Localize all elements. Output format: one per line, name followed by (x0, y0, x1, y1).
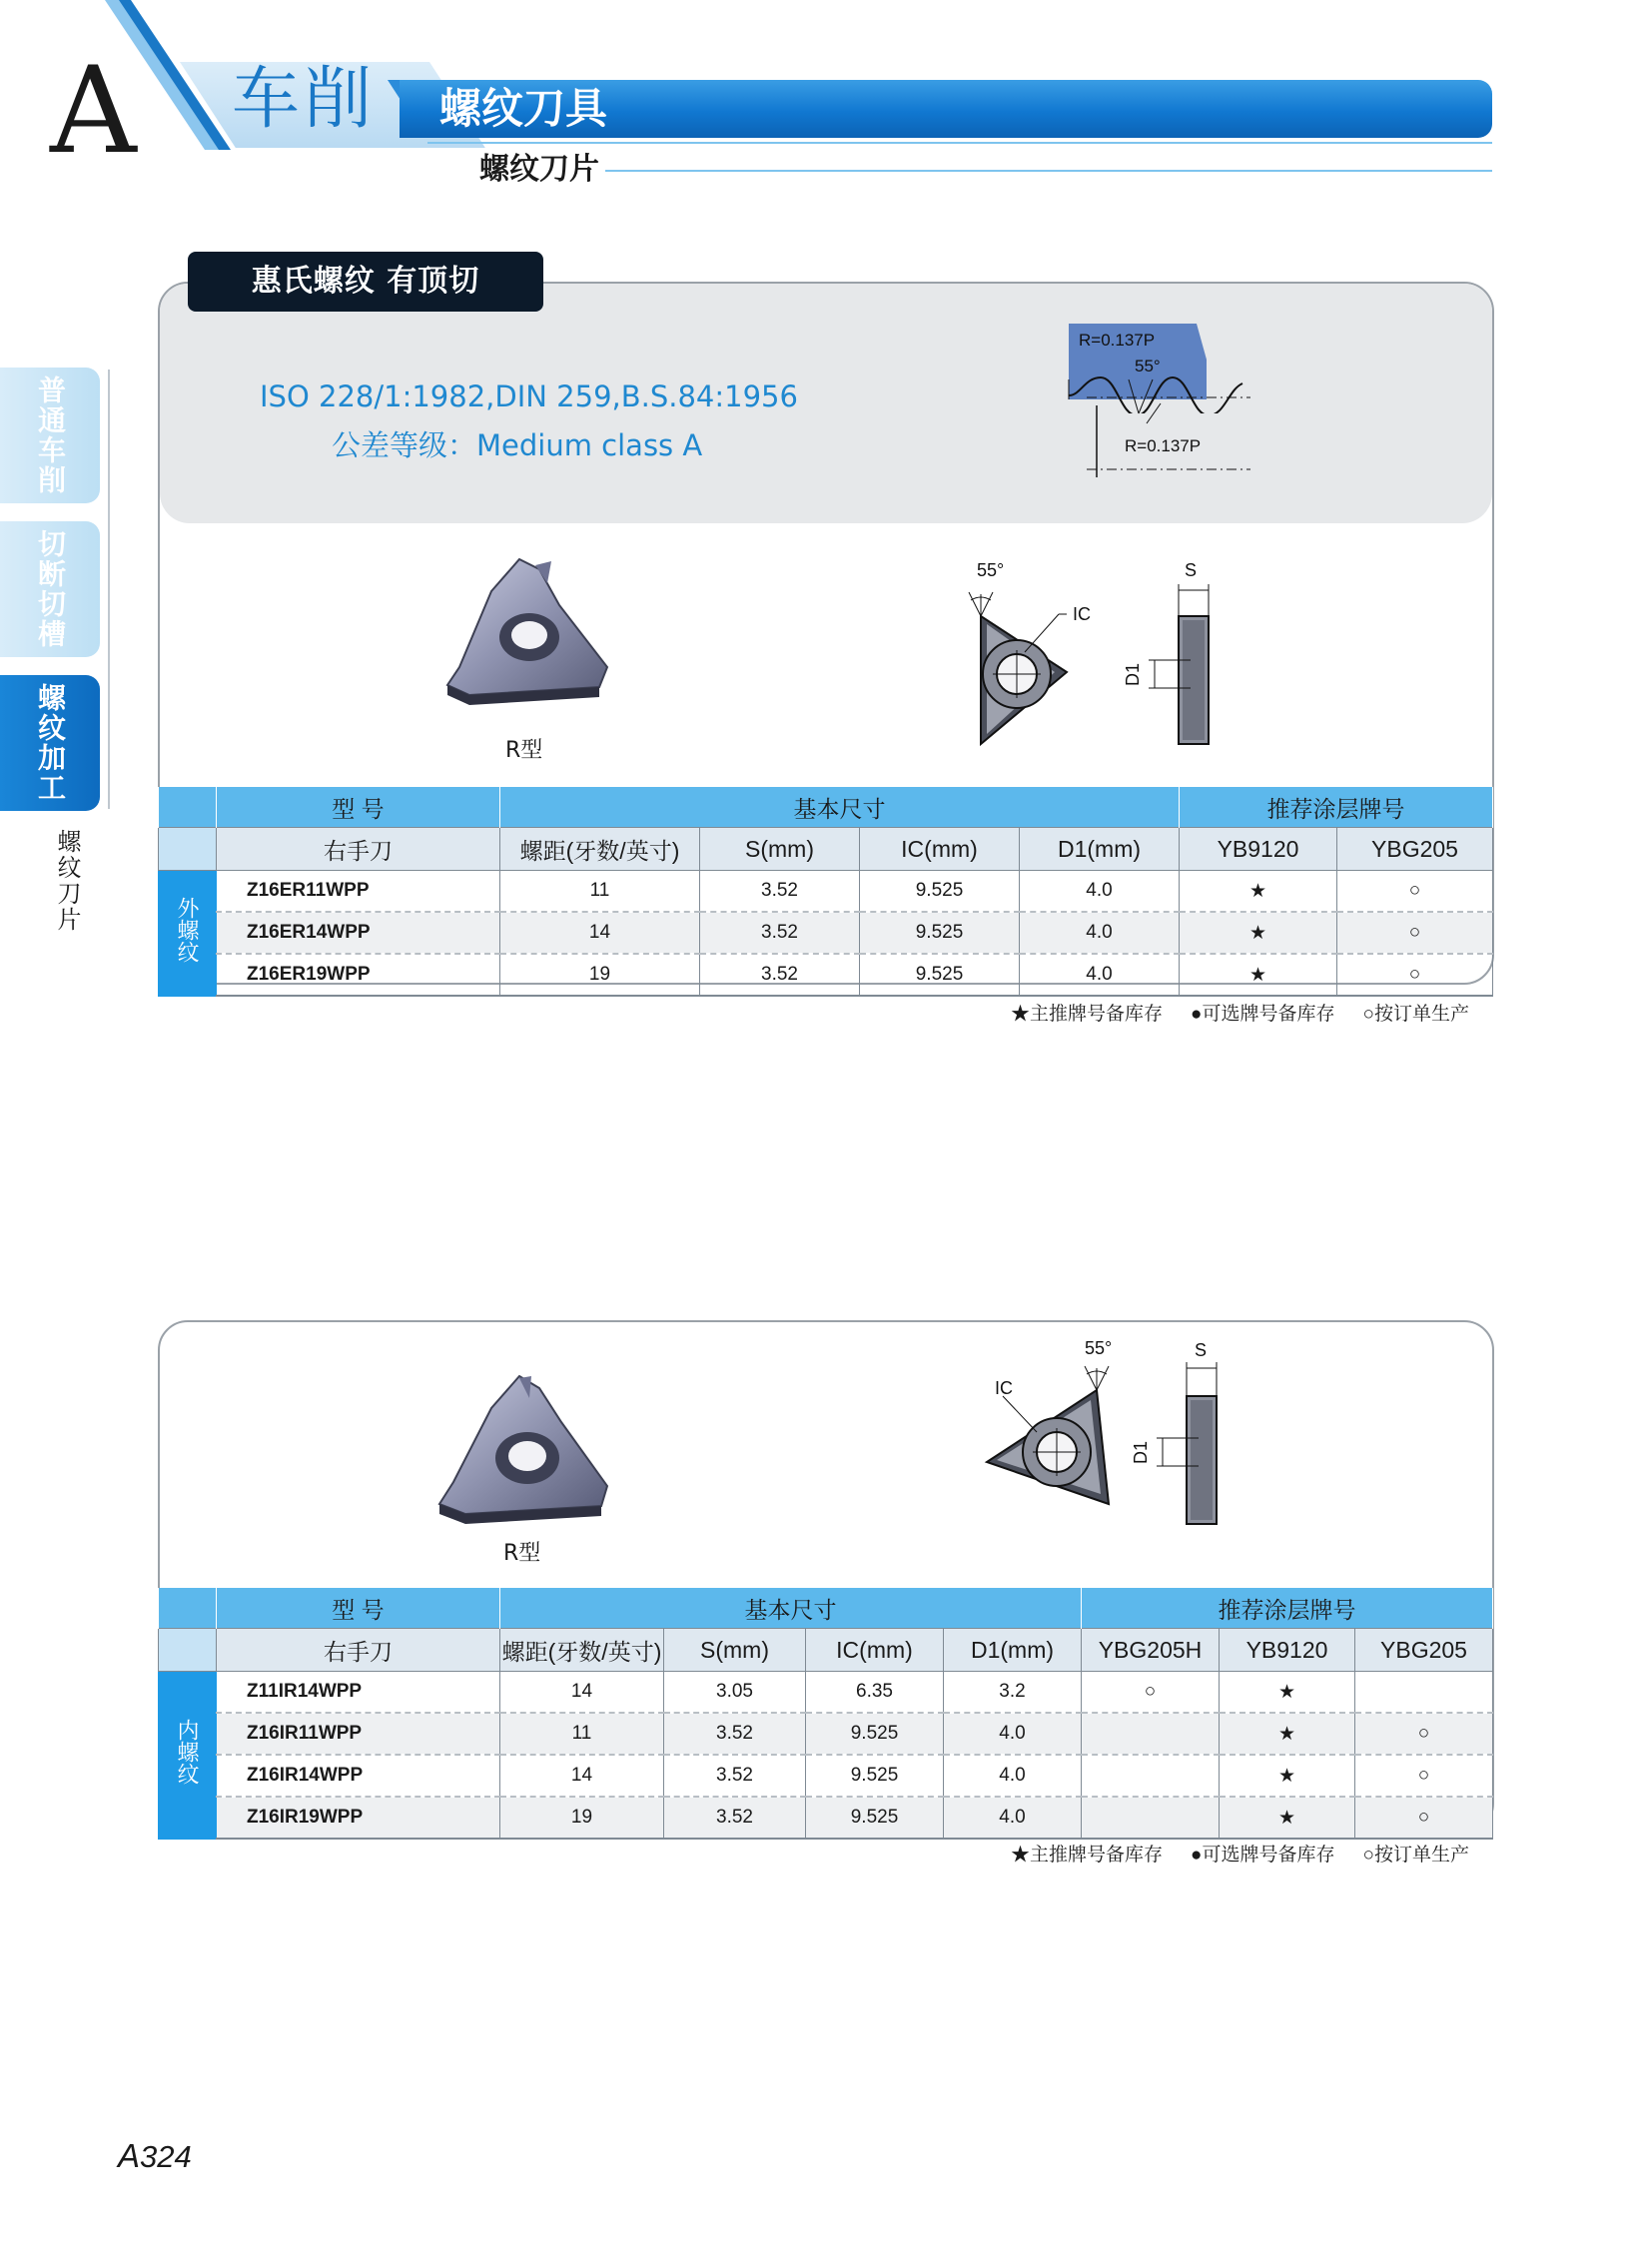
side-caption: 螺纹刀片 (53, 829, 81, 933)
table-cell: 9.525 (806, 1713, 944, 1755)
table-cell: 4.0 (944, 1713, 1082, 1755)
table-cell: 3.52 (664, 1797, 806, 1839)
table-cell: Z16IR14WPP (217, 1755, 500, 1797)
side-tab-label: 普通车削 (34, 375, 67, 495)
table-cell (1355, 1672, 1493, 1714)
table-cell: 19 (500, 954, 700, 996)
table-header-dimensions: 基本尺寸 (500, 787, 1180, 828)
table-cell: ★ (1180, 871, 1337, 913)
table-cell: 4.0 (944, 1797, 1082, 1839)
table-cell (1082, 1755, 1220, 1797)
diagram-d1-label: D1 (1123, 662, 1143, 686)
col-header: S(mm) (700, 828, 860, 871)
table-cell: 6.35 (806, 1672, 944, 1714)
table-header-model: 型 号 (217, 1588, 500, 1629)
spec-table-external (158, 787, 1493, 997)
table-cell: 3.52 (664, 1755, 806, 1797)
section-label: 惠氏螺纹 有顶切 (188, 252, 543, 312)
table-cell: ★ (1220, 1755, 1355, 1797)
table-cell: ○ (1355, 1713, 1493, 1755)
table-cell: 4.0 (1020, 871, 1180, 913)
table-cell: Z16IR19WPP (217, 1797, 500, 1839)
page-number-value: 324 (140, 2139, 192, 2174)
subtitle-divider (599, 170, 1492, 172)
tolerance-text: 公差等级：Medium class A (332, 428, 703, 462)
table-corner (159, 1629, 217, 1672)
col-header: YBG205H (1082, 1629, 1220, 1672)
diagram-s-label: S (1185, 560, 1198, 580)
table-cell: 3.52 (700, 871, 860, 913)
col-header: YB9120 (1220, 1629, 1355, 1672)
table-row (159, 1755, 1493, 1797)
table-cell: ★ (1220, 1797, 1355, 1839)
side-tab-general-turning[interactable] (0, 368, 100, 503)
table-cell: 3.52 (700, 912, 860, 954)
page-subtitle: 螺纹刀片 (479, 150, 605, 190)
table-row (159, 1672, 1493, 1714)
legend (1011, 999, 1469, 1026)
table-cell: ★ (1180, 954, 1337, 996)
category-title: 车削 (232, 60, 377, 139)
page-number (118, 2137, 192, 2175)
table-cell: 11 (500, 1713, 664, 1755)
table-cell: 3.52 (700, 954, 860, 996)
table-cell: ○ (1337, 954, 1493, 996)
table-cell: ○ (1355, 1755, 1493, 1797)
profile-angle: 55° (1135, 357, 1161, 375)
legend-item: ★主推牌号备库存 (1011, 1004, 1164, 1025)
table-cell (1082, 1713, 1220, 1755)
table-cell: 14 (500, 1672, 664, 1714)
profile-radius-top: R=0.137P (1079, 331, 1156, 350)
table-row (159, 912, 1493, 954)
table-cell: 9.525 (860, 912, 1020, 954)
table-cell: ★ (1220, 1713, 1355, 1755)
table-row (159, 954, 1493, 996)
spec-table-internal (158, 1588, 1493, 1840)
legend-item: ○按订单生产 (1362, 1845, 1469, 1866)
standard-text: ISO 228/1:1982,DIN 259,B.S.84:1956 (260, 379, 798, 413)
profile-radius-bottom: R=0.137P (1125, 436, 1202, 455)
table-header-model: 型 号 (217, 787, 500, 828)
row-group-label: 内螺纹 (159, 1672, 217, 1840)
table-cell: ★ (1220, 1672, 1355, 1714)
diagram-ic-label: IC (1073, 604, 1091, 624)
col-header: D1(mm) (1020, 828, 1180, 871)
insert-type-label: R型 (505, 738, 543, 763)
col-header: D1(mm) (944, 1629, 1082, 1672)
col-header: YB9120 (1180, 828, 1337, 871)
diagram-angle-label: 55° (977, 560, 1005, 580)
col-header: S(mm) (664, 1629, 806, 1672)
table-cell: ○ (1082, 1672, 1220, 1714)
col-header: IC(mm) (860, 828, 1020, 871)
diagram-ic-label: IC (995, 1378, 1013, 1398)
table-cell: 9.525 (860, 871, 1020, 913)
side-tab-label: 螺纹加工 (34, 683, 67, 803)
page-number-prefix: A (118, 2137, 141, 2174)
page-title: 螺纹刀具 (439, 84, 608, 133)
diagram-s-label: S (1195, 1340, 1208, 1360)
table-cell: Z16ER19WPP (217, 954, 500, 996)
col-header: IC(mm) (806, 1629, 944, 1672)
side-tab-label: 切断切槽 (34, 529, 67, 649)
table-row (159, 871, 1493, 913)
table-header-grades: 推荐涂层牌号 (1082, 1588, 1493, 1629)
table-cell: Z16IR11WPP (217, 1713, 500, 1755)
table-cell: 9.525 (806, 1755, 944, 1797)
table-cell: 14 (500, 912, 700, 954)
table-corner (159, 1588, 217, 1629)
table-cell: ★ (1180, 912, 1337, 954)
side-divider (108, 370, 110, 809)
insert-technical-drawing-external (959, 554, 1229, 754)
table-cell: ○ (1355, 1797, 1493, 1839)
legend-item: ●可选牌号备库存 (1191, 1845, 1335, 1866)
legend-item: ★主推牌号备库存 (1011, 1845, 1164, 1866)
chapter-letter: A (50, 42, 137, 181)
side-tab-threading[interactable] (0, 675, 100, 811)
table-cell: Z16ER11WPP (217, 871, 500, 913)
legend-item: ○按订单生产 (1362, 1004, 1469, 1025)
table-cell: 3.52 (664, 1713, 806, 1755)
legend-item: ●可选牌号备库存 (1191, 1004, 1335, 1025)
table-cell: 11 (500, 871, 700, 913)
col-header: 螺距(牙数/英寸) (500, 1629, 664, 1672)
legend (1011, 1840, 1469, 1867)
table-cell: Z11IR14WPP (217, 1672, 500, 1714)
table-cell: 4.0 (1020, 912, 1180, 954)
table-corner (159, 828, 217, 871)
insert-technical-drawing-internal (979, 1338, 1248, 1538)
table-cell: 3.05 (664, 1672, 806, 1714)
insert-type-label: R型 (503, 1541, 541, 1566)
diagram-angle-label: 55° (1085, 1338, 1113, 1358)
col-header: 右手刀 (217, 828, 500, 871)
table-cell: Z16ER14WPP (217, 912, 500, 954)
table-cell: 4.0 (1020, 954, 1180, 996)
table-corner (159, 787, 217, 828)
side-tab-parting-grooving[interactable] (0, 521, 100, 657)
diagram-d1-label: D1 (1131, 1440, 1151, 1464)
row-group-label: 外螺纹 (159, 871, 217, 997)
table-cell: ○ (1337, 912, 1493, 954)
table-header-grades: 推荐涂层牌号 (1180, 787, 1493, 828)
table-row (159, 1797, 1493, 1839)
table-row (159, 1713, 1493, 1755)
table-cell: 4.0 (944, 1755, 1082, 1797)
table-header-dimensions: 基本尺寸 (500, 1588, 1082, 1629)
col-header: YBG205 (1355, 1629, 1493, 1672)
insert-photo-external (439, 555, 609, 705)
col-header: YBG205 (1337, 828, 1493, 871)
col-header: 螺距(牙数/英寸) (500, 828, 700, 871)
insert-photo-internal (435, 1374, 615, 1524)
col-header: 右手刀 (217, 1629, 500, 1672)
table-cell: 9.525 (806, 1797, 944, 1839)
thread-profile-diagram (1067, 320, 1256, 479)
table-cell (1082, 1797, 1220, 1839)
header-divider (427, 142, 1492, 144)
table-cell: 14 (500, 1755, 664, 1797)
table-cell: 19 (500, 1797, 664, 1839)
table-cell: ○ (1337, 871, 1493, 913)
table-cell: 9.525 (860, 954, 1020, 996)
table-cell: 3.2 (944, 1672, 1082, 1714)
